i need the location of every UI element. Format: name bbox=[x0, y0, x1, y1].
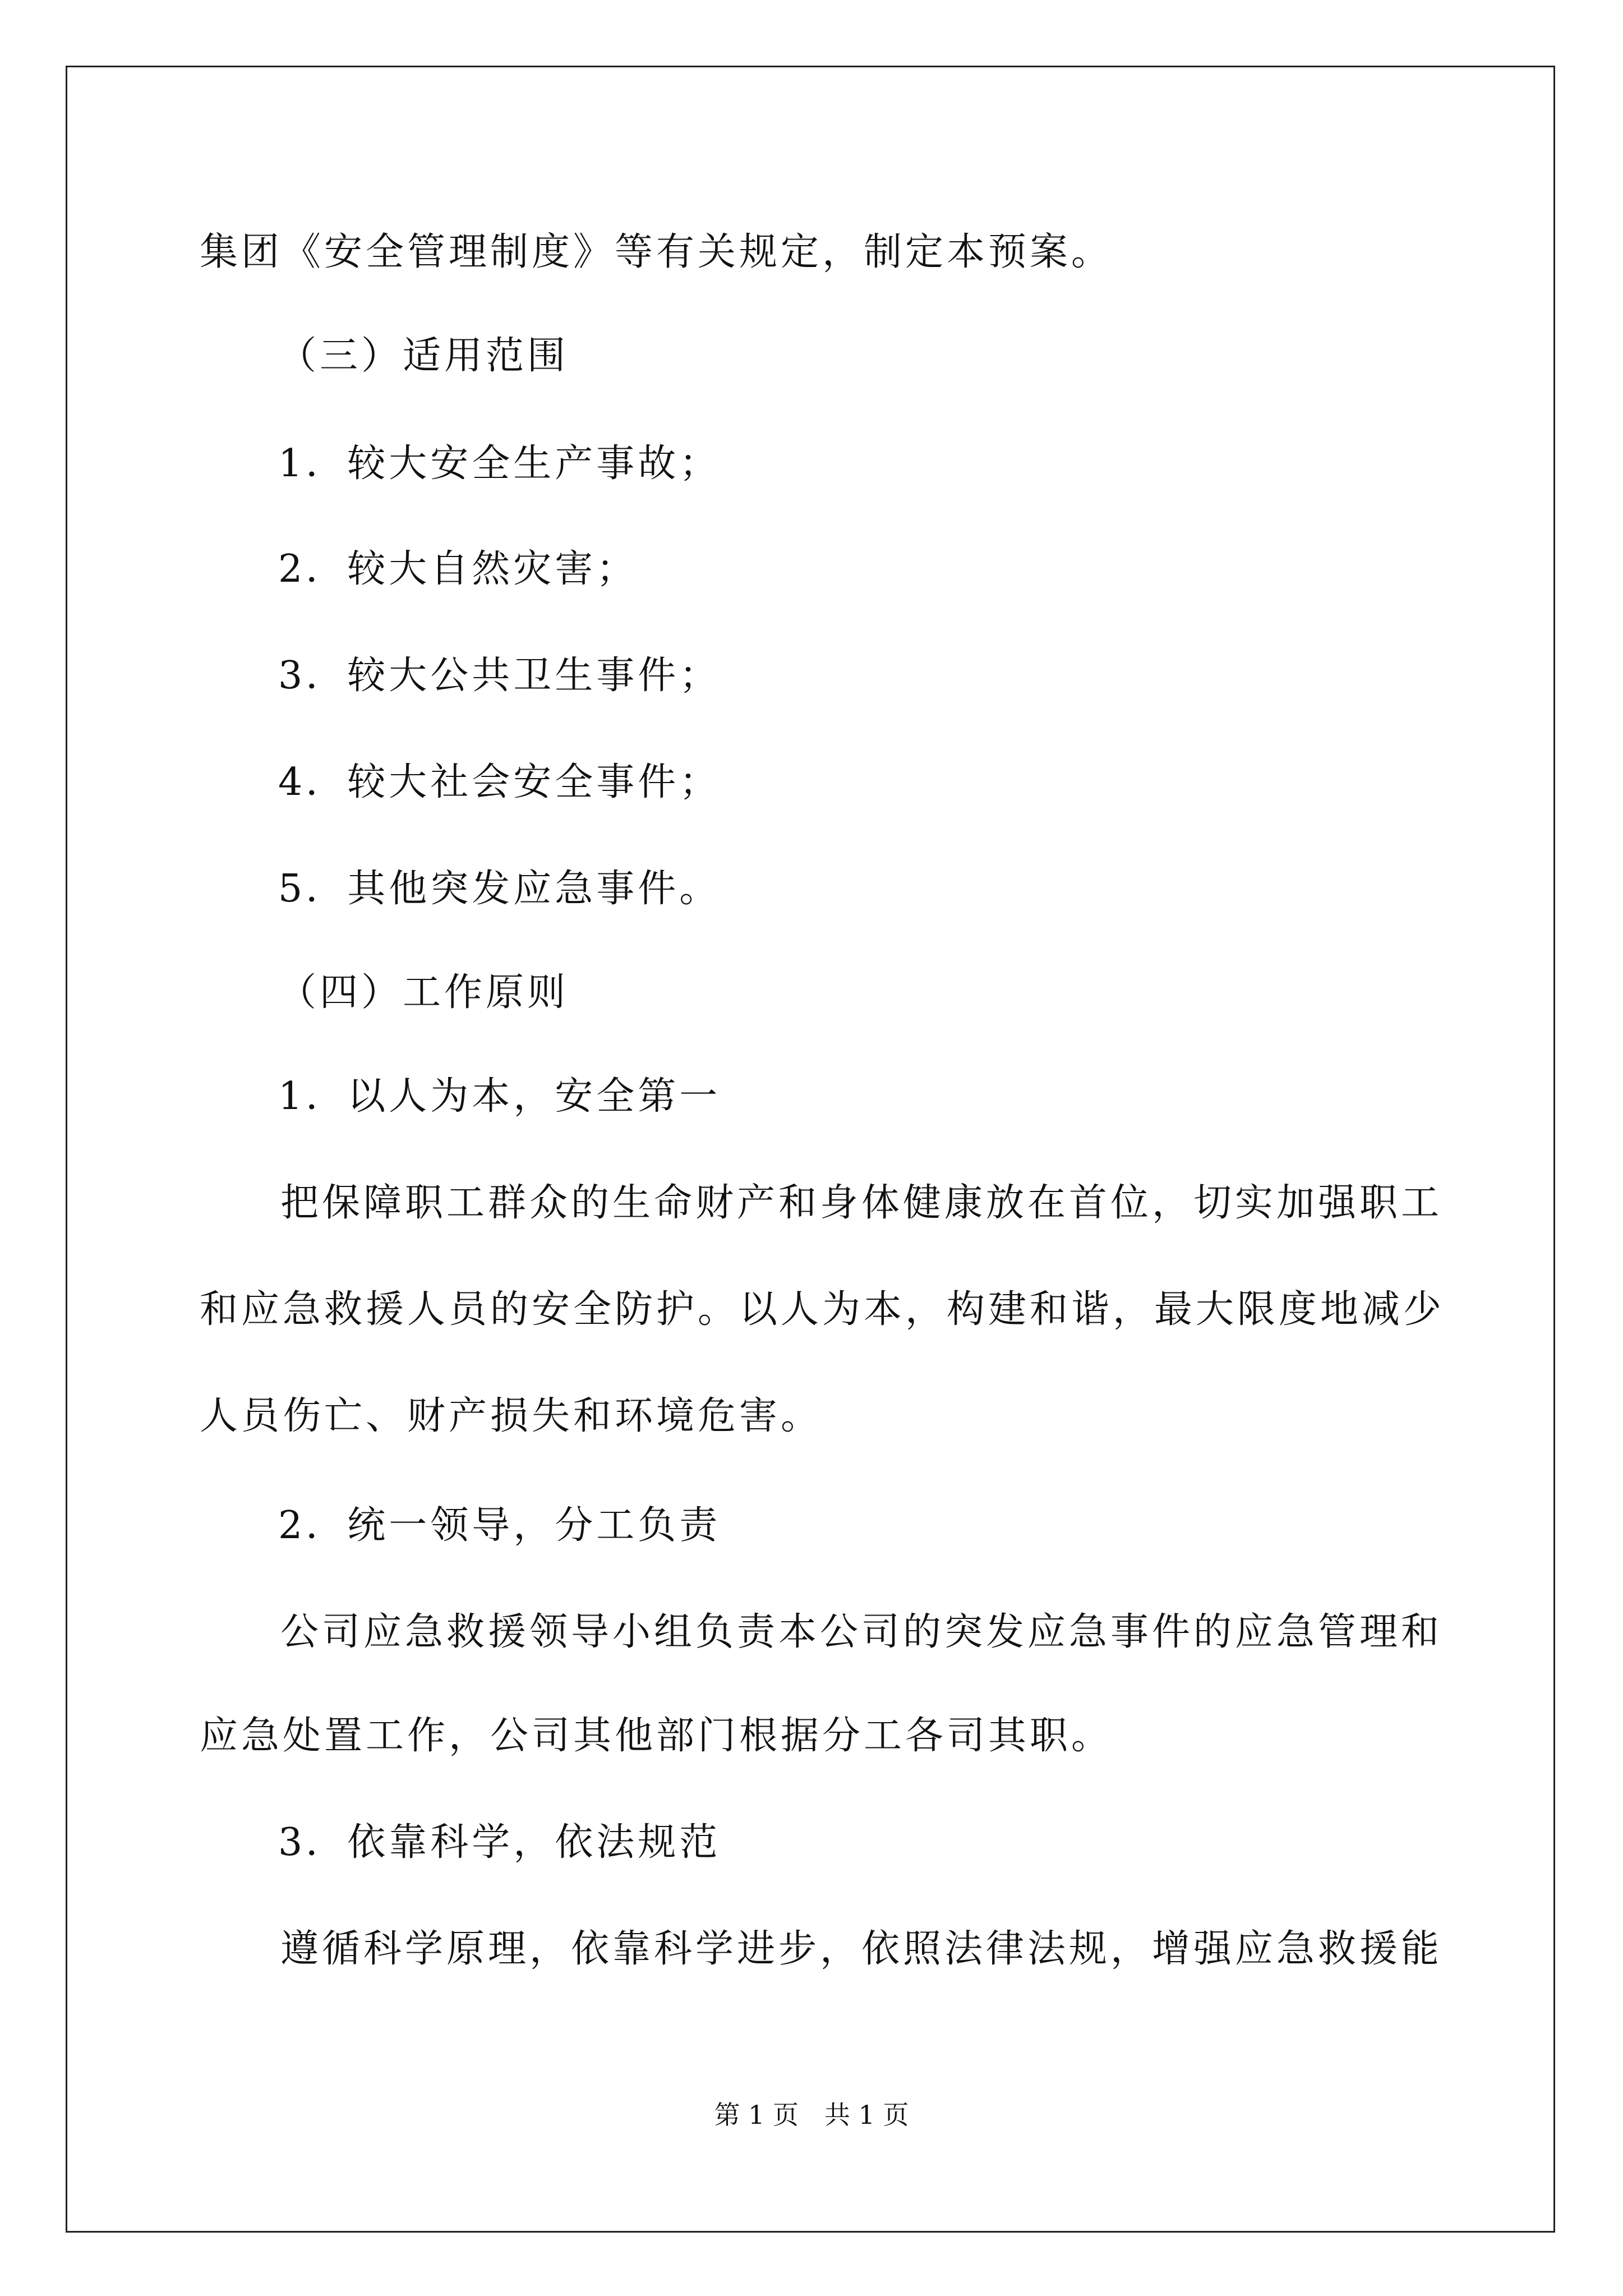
page-border bbox=[66, 66, 1555, 2233]
list-item: 1．较大安全生产事故； bbox=[278, 441, 721, 486]
list-item: 2．较大自然灾害； bbox=[278, 547, 638, 591]
page-footer: 第 1 页 共 1 页 bbox=[714, 2100, 909, 2130]
subheading: 2．统一领导，分工负责 bbox=[278, 1503, 721, 1548]
paragraph-line: 和应急救援人员的安全防护。以人为本，构建和谐，最大限度地减少 bbox=[200, 1287, 1445, 1332]
paragraph-line: 人员伤亡、财产损失和环境危害。 bbox=[200, 1394, 823, 1438]
list-item: 3．较大公共卫生事件； bbox=[278, 654, 721, 698]
subheading: 1．以人为本，安全第一 bbox=[278, 1074, 721, 1119]
section-heading: （四）工作原则 bbox=[278, 970, 569, 1015]
paragraph-line: 遵循科学原理，依靠科学进步，依照法律法规，增强应急救援能 bbox=[280, 1927, 1443, 1971]
list-item: 4．较大社会安全事件； bbox=[278, 760, 721, 804]
list-item: 5．其他突发应急事件。 bbox=[278, 867, 721, 911]
paragraph-line: 公司应急救援领导小组负责本公司的突发应急事件的应急管理和 bbox=[280, 1610, 1443, 1654]
paragraph-line: 把保障职工群众的生命财产和身体健康放在首位，切实加强职工 bbox=[280, 1181, 1443, 1225]
subheading: 3．依靠科学，依法规范 bbox=[278, 1820, 721, 1865]
section-heading: （三）适用范围 bbox=[278, 334, 569, 378]
body-text-line: 集团《安全管理制度》等有关规定，制定本预案。 bbox=[200, 230, 1113, 274]
paragraph-line: 应急处置工作，公司其他部门根据分工各司其职。 bbox=[200, 1714, 1113, 1758]
